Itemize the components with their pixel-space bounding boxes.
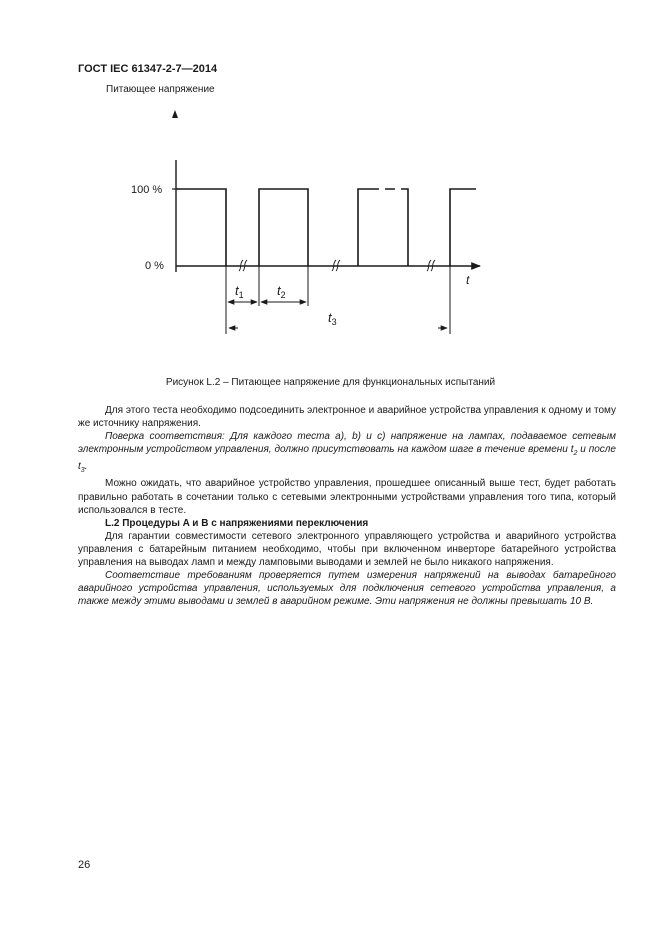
paragraph-5: Соответствие требованиям проверяется путем измерения напряжений на выводах батарейного аварийного устройства управления, используемых для подключения сетевого устройства управления, а также между этими выводами и землей в аварийном режиме. Эти напряжения не должны превышать 10 В. bbox=[78, 570, 616, 608]
timing-extension-lines bbox=[226, 266, 450, 334]
label-100-percent: 100 % bbox=[131, 184, 163, 196]
paragraph-2: Поверка соответствия: Для каждого теста a), b) и c) напряжение на лампах, подаваемое сетевым электронным устройством управления, должно присутствовать на каждом шаге в течение времени $t_2$ и после $t_3$. bbox=[78, 431, 616, 475]
paragraph-4: Для гарантии совместимости сетевого электронного управляющего устройства и аварийного устройства управления с батарейным питанием необходимо, чтобы при включенном инверторе батарейного устройства управления на выводах ламп и между ламповыми выводами и землей не было никакого напряжения. bbox=[78, 530, 616, 569]
section-title: L.2 Процедуры A и B с напряжениями переключения bbox=[105, 517, 369, 529]
paragraph-3: Можно ожидать, что аварийное устройство управления, прошедшее описанный выше тест, будет работать правильно работать в сочетании только с сетевыми электронными устройствами управления того типа, который использовался в тесте. bbox=[78, 478, 616, 516]
y-axis-label: Питающее напряжение bbox=[106, 84, 215, 95]
t2-label: $t_2$ bbox=[277, 283, 286, 300]
paragraph-1: Для этого теста необходимо подсоединить электронное и аварийное устройства управления к одному и тому же источнику напряжения. bbox=[78, 405, 616, 430]
figure-caption: Рисунок L.2 – Питающее напряжение для функциональных испытаний bbox=[165, 377, 496, 388]
voltage-waveform bbox=[176, 189, 476, 266]
t3-label: $t_3$ bbox=[328, 310, 337, 327]
x-axis-label: t bbox=[466, 273, 470, 287]
dimension-arrows bbox=[228, 302, 447, 328]
y-axis-arrow bbox=[172, 110, 178, 118]
page-number: 26 bbox=[78, 859, 91, 871]
label-0-percent: 0 % bbox=[145, 260, 164, 272]
supply-voltage-figure bbox=[0, 0, 661, 372]
document-header: ГОСТ IEC 61347-2-7—2014 bbox=[78, 63, 218, 75]
body-text bbox=[78, 404, 616, 608]
t1-label: $t_1$ bbox=[235, 283, 244, 300]
